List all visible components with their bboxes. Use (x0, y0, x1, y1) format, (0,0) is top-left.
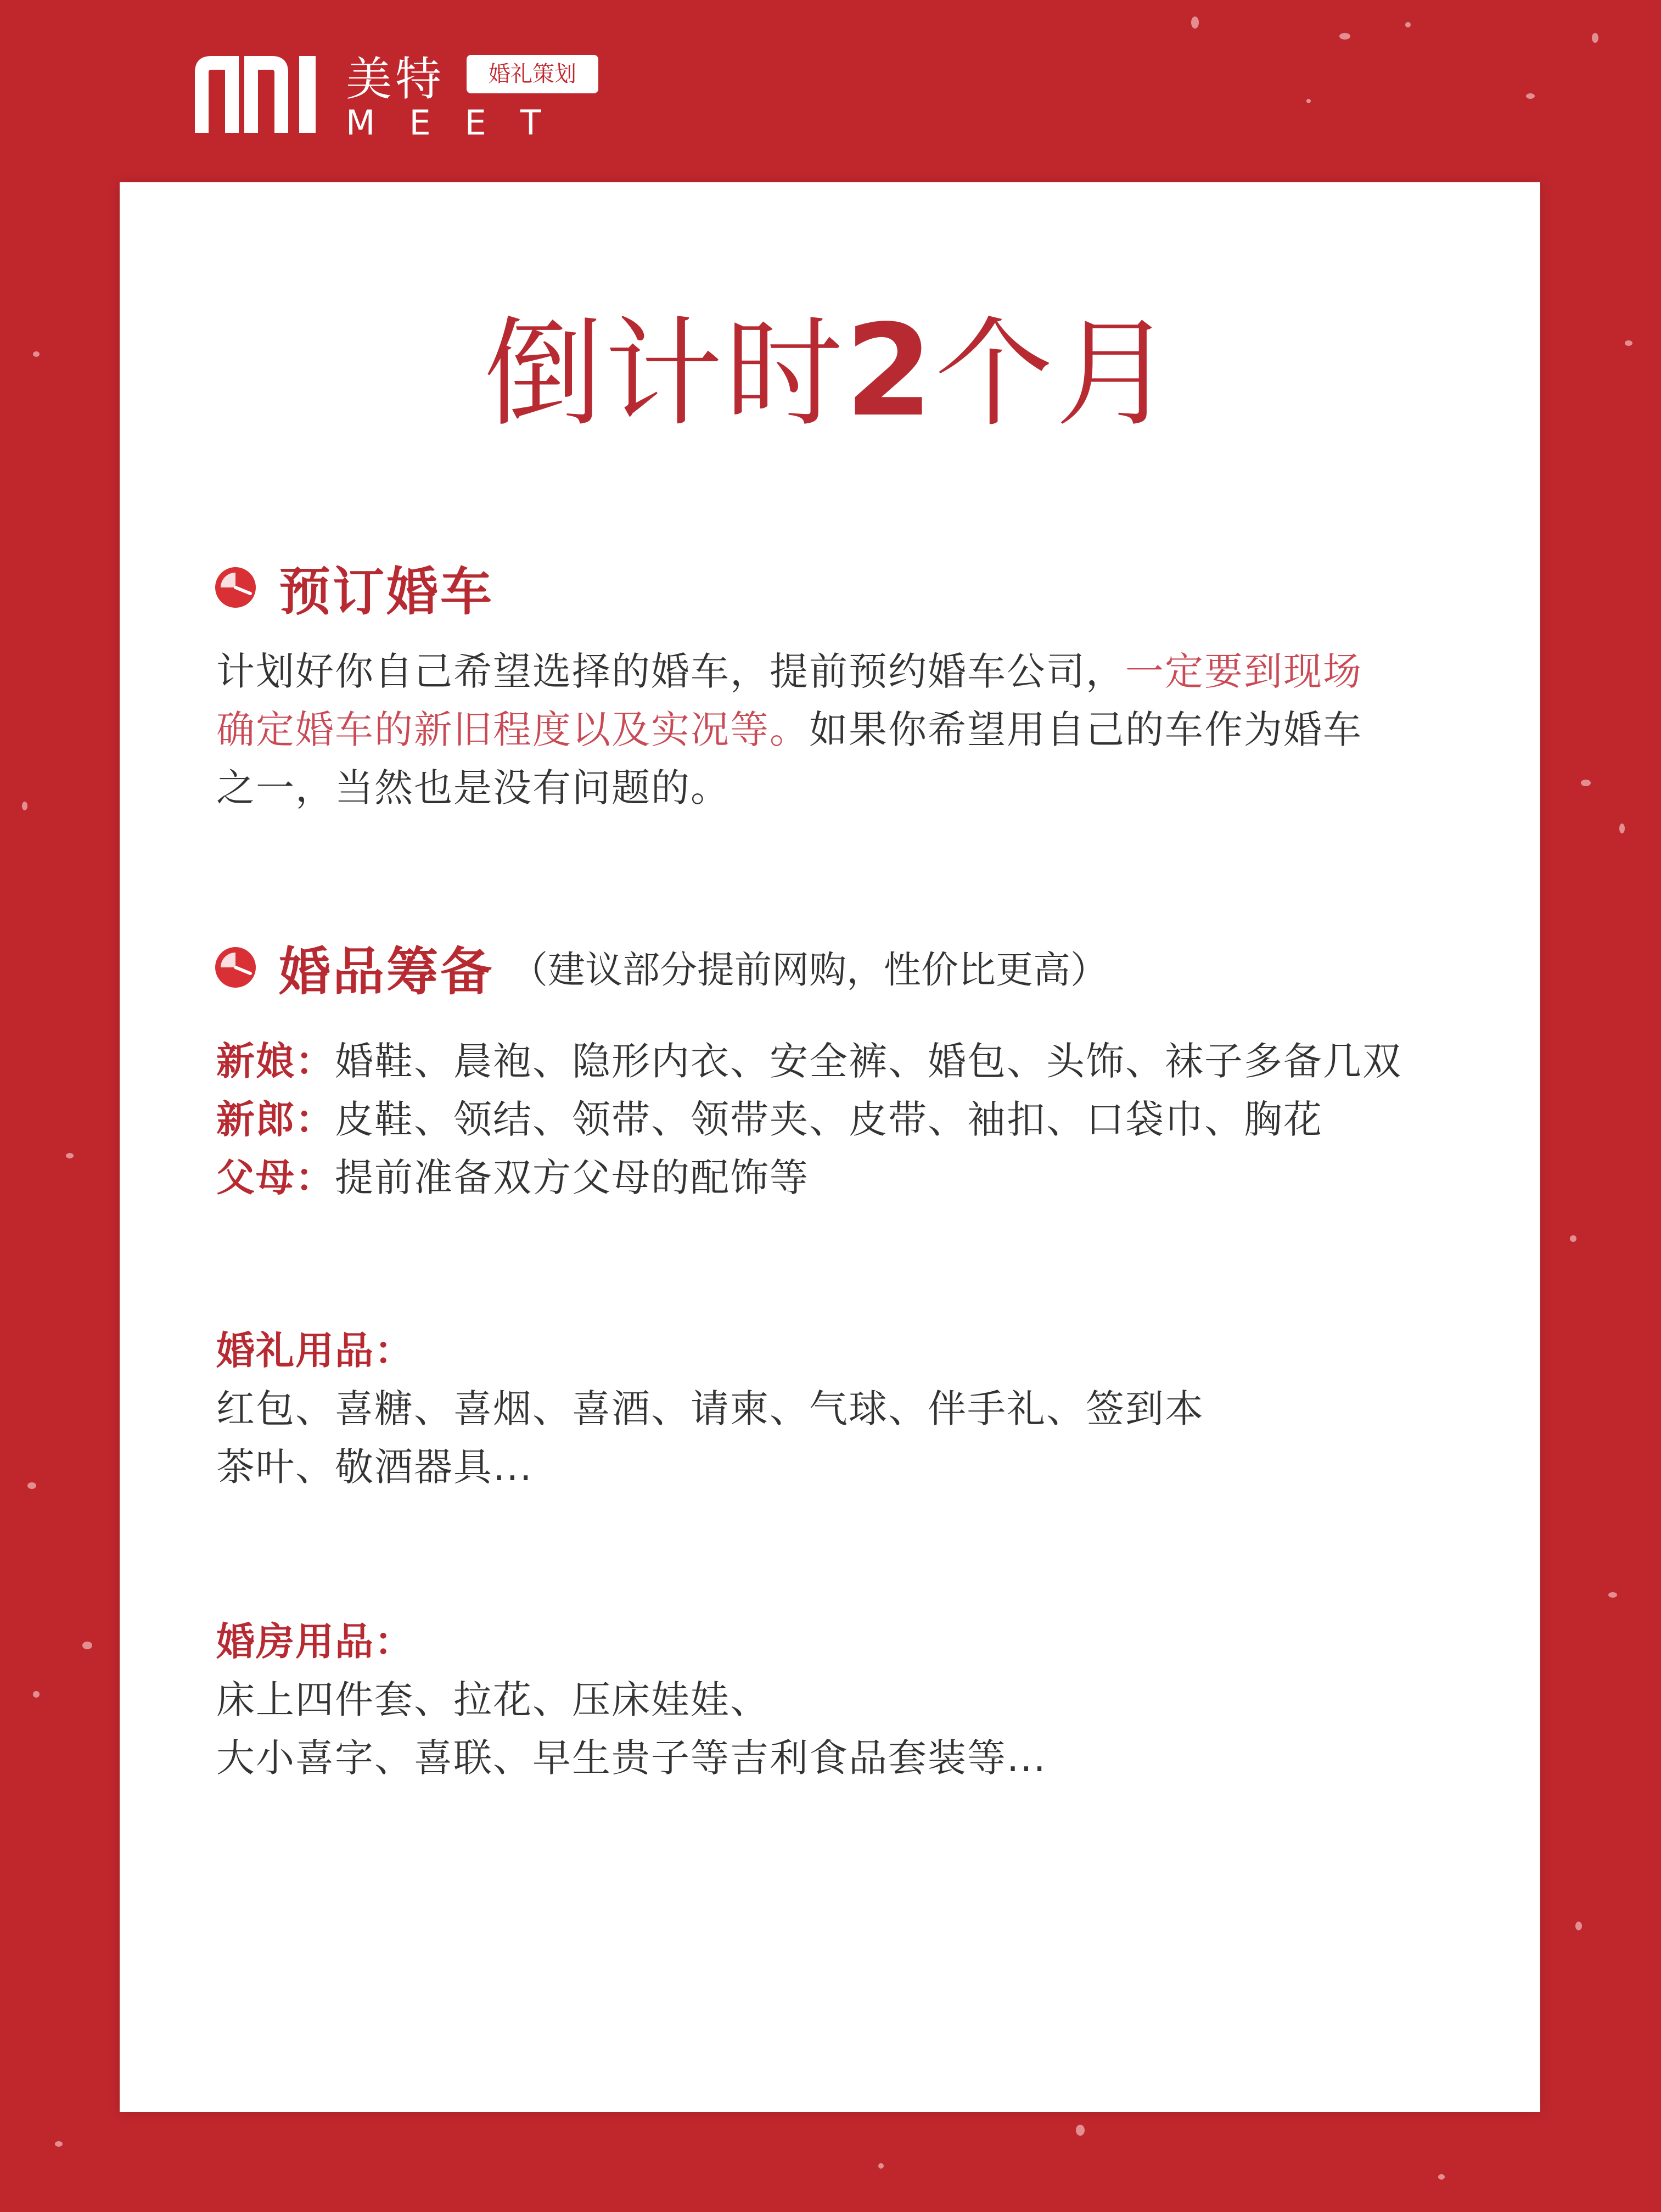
title-suffix: 个月 (935, 305, 1176, 443)
parents-items: 提前准备双方父母的配饰等 (335, 1155, 809, 1200)
wedding-items-line-2: 茶叶、敬酒器具... (216, 1444, 533, 1489)
section-heading-goods (214, 930, 1108, 1004)
clock-icon (214, 946, 257, 989)
car-paragraph (216, 642, 1457, 817)
brand-name-en: MEET (346, 103, 575, 143)
parents-row (216, 1149, 1457, 1207)
title-prefix: 倒计时 (484, 305, 845, 443)
brand-tag: 婚礼策划 (467, 55, 598, 93)
bride-row (216, 1032, 1457, 1090)
wedding-items-line-1: 红包、喜糖、喜烟、喜酒、请柬、气球、伴手礼、签到本 (216, 1386, 1204, 1431)
section-heading-car (214, 550, 494, 624)
room-items-label: 婚房用品： (216, 1619, 414, 1664)
car-line-1 (216, 642, 1457, 701)
logo-mark-icon (189, 51, 338, 138)
goods-list (216, 1032, 1457, 1207)
groom-row (216, 1090, 1457, 1149)
section-note: （建议部分提前网购，性价比更高） (510, 949, 1108, 992)
groom-items: 皮鞋、领结、领带、领带夹、皮带、袖扣、口袋巾、胸花 (335, 1097, 1323, 1142)
page-title (120, 300, 1540, 445)
clock-icon (214, 566, 257, 609)
wedding-items-label: 婚礼用品： (216, 1328, 414, 1373)
bride-items: 婚鞋、晨袍、隐形内衣、安全裤、婚包、头饰、袜子多备几双 (335, 1039, 1402, 1084)
car-text: 计划好你自己希望选择的婚车，提前预约婚车公司， (216, 649, 1125, 694)
car-highlight: 确定婚车的新旧程度以及实况等。 (216, 707, 809, 752)
car-text: 如果你希望用自己的车作为婚车 (809, 707, 1362, 752)
brand-name-cn: 美特 (346, 52, 445, 106)
bride-label: 新娘： (216, 1039, 335, 1084)
car-line-3: 之一，当然也是没有问题的。 (216, 765, 730, 810)
content-card (120, 182, 1540, 2112)
groom-label: 新郎： (216, 1097, 335, 1142)
room-items (216, 1612, 1457, 1787)
car-highlight: 一定要到现场 (1125, 649, 1362, 694)
room-items-line-2: 大小喜字、喜联、早生贵子等吉利食品套装等... (216, 1735, 1047, 1780)
section-title: 婚品筹备 (279, 942, 495, 1002)
wedding-items (216, 1321, 1457, 1496)
title-number: 2 (845, 298, 935, 445)
room-items-line-1: 床上四件套、拉花、压床娃娃、 (216, 1677, 770, 1722)
car-line-2 (216, 701, 1457, 759)
section-title: 预订婚车 (279, 562, 495, 622)
brand-logo (189, 51, 596, 143)
parents-label: 父母： (216, 1155, 335, 1200)
